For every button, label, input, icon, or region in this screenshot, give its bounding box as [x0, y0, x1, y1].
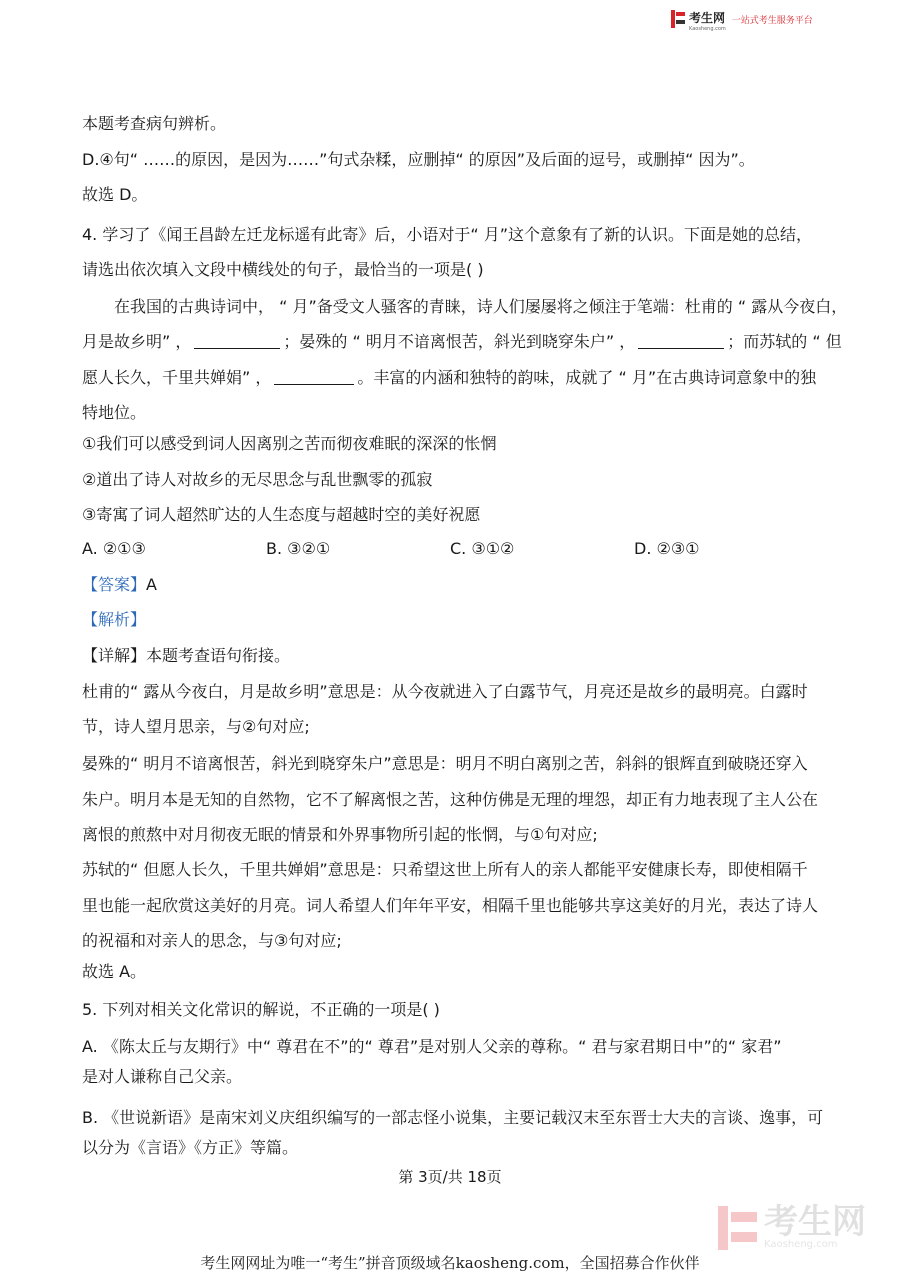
explanation-line: 苏轼的“ 但愿人长久，千里共婵娟”意思是：只希望这世上所有人的亲人都能平安健康长寿，即使相隔千 [82, 860, 808, 879]
watermark-url: Kaosheng.com [764, 1239, 838, 1250]
question-5-option-b: B. 《世说新语》是南宋刘义庆组织编写的一部志怪小说集，主要记载汉末至东晋士大夫的言谈、逸事，可 [82, 1108, 824, 1127]
passage-line [82, 331, 842, 353]
passage-text: ；而苏轼的 “ 但 [727, 332, 842, 351]
explanation-line: 杜甫的“ 露从今夜白，月是故乡明”意思是：从今夜就进入了白露节气，月亮还是故乡的最明亮。白露时 [82, 682, 808, 701]
text-line: D.④句“ ……的原因，是因为……”句式杂糅，应删掉“ 的原因”及后面的逗号，或删掉“ 因为”。 [82, 150, 755, 169]
explanation-line: 离恨的煎熬中对月彻夜无眠的情景和外界事物所引起的怅惘，与①句对应; [82, 825, 598, 844]
question-5-option-a: A. 《陈太丘与友期行》中“ 尊君在不”的“ 尊君”是对别人父亲的尊称。“ 君与家君期日中”的“ 家君” [82, 1037, 782, 1056]
explanation-line: 节，诗人望月思亲，与②句对应; [82, 717, 310, 736]
explanation-line: 里也能一起欣赏这美好的月亮。词人希望人们年年平安，相隔千里也能够共享这美好的月光，表达了诗人 [82, 896, 819, 915]
footer-note: 考生网网址为唯一“考生”拼音顶级域名kaosheng.com，全国招募合作伙伴 [200, 1254, 700, 1272]
kaosheng-logo-icon [670, 10, 686, 28]
question-5-stem: 5. 下列对相关文化常识的解说，不正确的一项是( ) [82, 1000, 440, 1019]
passage-line: 在我国的古典诗词中， “ 月”备受文人骚客的青睐，诗人们屡屡将之倾注于笔端：杜甫的 “ 露从今夜白， [114, 297, 848, 316]
fill-blank-3 [274, 383, 354, 385]
fill-blank-2 [638, 347, 724, 349]
passage-text: 。丰富的内涵和独特的韵味，成就了 “ 月”在古典诗词意象中的独 [357, 368, 817, 387]
option-d: D. ②③① [634, 539, 700, 558]
passage-text: 愿人长久，千里共婵娟” ， [82, 368, 272, 387]
watermark [718, 1202, 866, 1251]
sentence-1: ①我们可以感受到词人因离别之苦而彻夜难眠的深深的怅惘 [82, 434, 497, 453]
logo-url: Kaosheng.com [689, 25, 726, 32]
fill-blank-1 [194, 347, 280, 349]
option-c: C. ③①② [450, 539, 515, 558]
text-line: 本题考查病句辨析。 [82, 114, 227, 133]
explanation-line: 的祝福和对亲人的思念，与③句对应; [82, 931, 342, 950]
watermark-brand: 考生网 [764, 1202, 866, 1242]
explanation-line: 朱户。明月本是无知的自然物，它不了解离恨之苦，这种仿佛是无理的埋怨，却正有力地表现了主人公在 [82, 790, 819, 809]
answer-label: 【答案】 [82, 575, 147, 594]
passage-line: 特地位。 [82, 403, 147, 422]
detail-label: 【详解】 [82, 646, 147, 665]
detail-text: 本题考查语句衔接。 [146, 646, 291, 665]
analysis-label: 【解析】 [82, 610, 147, 629]
logo-slogan: 一站式考生服务平台 [731, 15, 813, 26]
passage-text: 月是故乡明” ， [82, 332, 192, 351]
header-logo [670, 8, 813, 30]
question-5-option-a: 是对人谦称自己父亲。 [82, 1067, 243, 1086]
passage-text: ；晏殊的 “ 明月不谙离恨苦，斜光到晓穿朱户” ， [283, 332, 636, 351]
logo-text [689, 7, 726, 32]
explanation-line: 故选 A。 [82, 962, 147, 981]
answer-value: A [146, 575, 157, 594]
question-4-stem: 请选出依次填入文段中横线处的句子，最恰当的一项是( ) [82, 260, 484, 279]
explanation-line: 晏殊的“ 明月不谙离恨苦，斜光到晓穿朱户”意思是：明月不明白离别之苦，斜斜的银辉直到破晓还穿入 [82, 754, 808, 773]
question-4-stem: 4. 学习了《闻王昌龄左迁龙标遥有此寄》后，小语对于“ 月”这个意象有了新的认识。下面是她的总结， [82, 225, 813, 244]
analysis-line [82, 609, 146, 631]
watermark-text [764, 1202, 866, 1251]
watermark-logo-icon [718, 1206, 758, 1250]
text-line: 故选 D。 [82, 185, 148, 204]
passage-line [82, 367, 816, 389]
detail-line [82, 645, 290, 667]
answer-line [82, 574, 157, 596]
question-5-option-b: 以分为《言语》《方正》等篇。 [82, 1138, 299, 1157]
option-b: B. ③②① [266, 539, 331, 558]
sentence-2: ②道出了诗人对故乡的无尽思念与乱世飘零的孤寂 [82, 470, 433, 489]
logo-brand: 考生网 [689, 10, 726, 25]
option-a: A. ②①③ [82, 539, 146, 558]
page-number: 第 3页/共 18页 [398, 1168, 502, 1186]
sentence-3: ③寄寓了词人超然旷达的人生态度与超越时空的美好祝愿 [82, 505, 481, 524]
